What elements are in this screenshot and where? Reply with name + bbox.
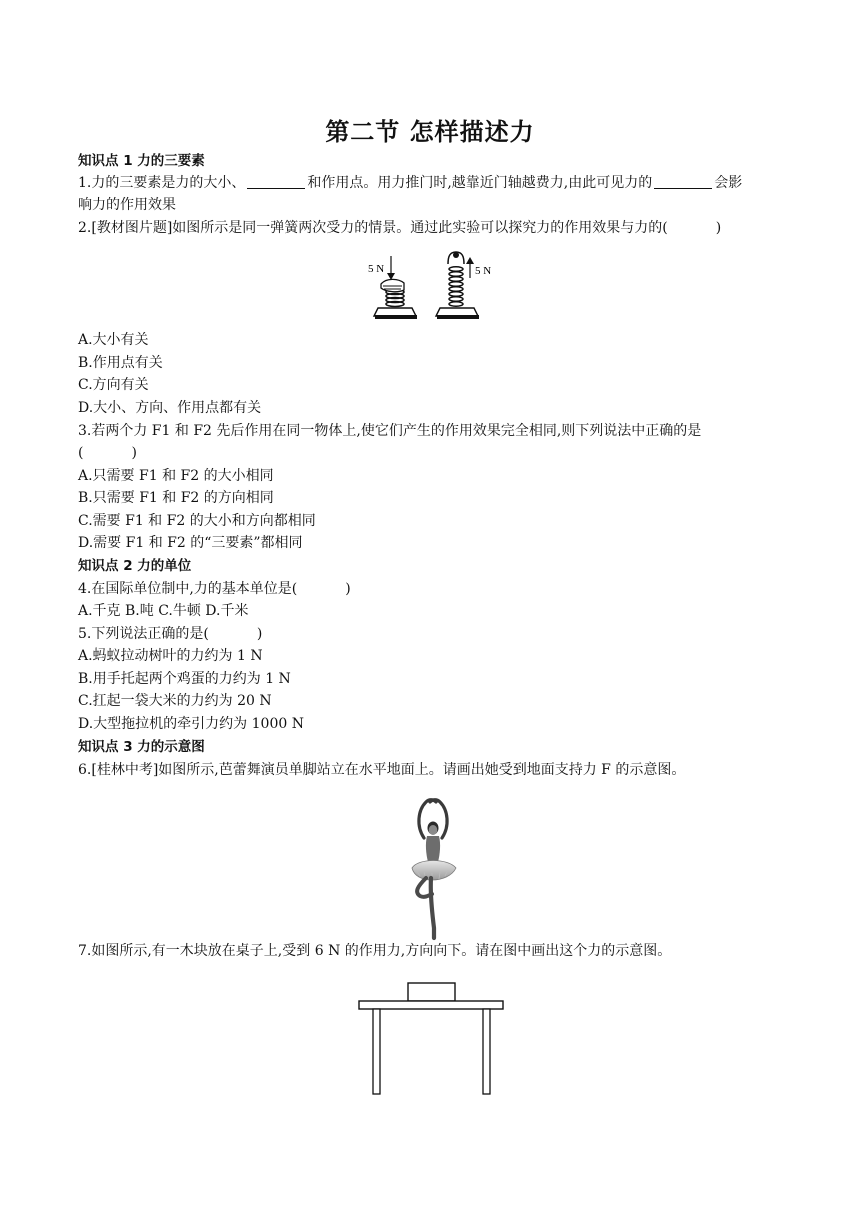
q1-text-c: 会影 bbox=[714, 175, 743, 191]
q4-stem-text: 4.在国际单位制中,力的基本单位是( bbox=[78, 581, 298, 597]
base-plate-left bbox=[374, 308, 416, 316]
base-plate-right bbox=[436, 308, 478, 316]
q2-option-b[interactable]: B.作用点有关 bbox=[78, 355, 163, 371]
section-heading-2: 知识点 2 力的单位 bbox=[78, 558, 192, 574]
q5-option-c[interactable]: C.扛起一袋大米的力约为 20 N bbox=[78, 693, 272, 709]
q3-paren-open: ( bbox=[78, 445, 84, 461]
q2-option-c[interactable]: C.方向有关 bbox=[78, 377, 149, 393]
ballerina-figure bbox=[398, 796, 468, 940]
q5-option-b[interactable]: B.用手托起两个鸡蛋的力约为 1 N bbox=[78, 671, 291, 687]
q1-blank-2[interactable] bbox=[654, 174, 712, 189]
q1-text-a: 1.力的三要素是力的大小、 bbox=[78, 175, 246, 191]
table-leg-left bbox=[373, 1009, 380, 1094]
q2-option-a[interactable]: A.大小有关 bbox=[78, 332, 149, 348]
question-1-line-1 bbox=[78, 173, 742, 193]
q3-option-d[interactable]: D.需要 F1 和 F2 的“三要素”都相同 bbox=[78, 535, 303, 551]
question-7-stem: 7.如图所示,有一木块放在桌子上,受到 6 N 的作用力,方向向下。请在图中画出这个力的示意图。 bbox=[78, 943, 672, 959]
q5-option-a[interactable]: A.蚂蚁拉动树叶的力约为 1 N bbox=[78, 648, 263, 664]
q3-option-c[interactable]: C.需要 F1 和 F2 的大小和方向都相同 bbox=[78, 513, 316, 529]
question-1-line-2: 响力的作用效果 bbox=[78, 197, 176, 213]
section-heading-1: 知识点 1 力的三要素 bbox=[78, 153, 205, 169]
q2-stem-text: 2.[教材图片题]如图所示是同一弹簧两次受力的情景。通过此实验可以探究力的作用效果与力的( bbox=[78, 220, 668, 236]
wooden-block bbox=[408, 983, 455, 1001]
q4-options[interactable]: A.千克 B.吨 C.牛顿 D.千米 bbox=[78, 603, 249, 619]
q2-paren-close: ) bbox=[715, 220, 722, 236]
q1-blank-1[interactable] bbox=[247, 174, 305, 189]
table-leg-right bbox=[483, 1009, 490, 1094]
question-2-stem bbox=[78, 218, 721, 238]
spring-compressed bbox=[368, 256, 417, 319]
table-block-figure bbox=[356, 980, 508, 1098]
q3-paren-close: ) bbox=[131, 445, 137, 461]
question-5-stem bbox=[78, 624, 262, 644]
arrow-up-icon bbox=[466, 257, 474, 264]
force-label-right: 5 N bbox=[475, 265, 492, 277]
spring-figure bbox=[364, 248, 492, 326]
q5-paren-close: ) bbox=[256, 626, 263, 642]
q5-stem-text: 5.下列说法正确的是( bbox=[78, 626, 209, 642]
force-label-left: 5 N bbox=[368, 263, 385, 275]
question-4-stem bbox=[78, 579, 351, 599]
q3-option-b[interactable]: B.只需要 F1 和 F2 的方向相同 bbox=[78, 490, 274, 506]
question-3-paren bbox=[78, 443, 137, 463]
table-top bbox=[359, 1001, 503, 1009]
page-title: 第二节 怎样描述力 bbox=[325, 118, 535, 146]
question-3-stem: 3.若两个力 F1 和 F2 先后作用在同一物体上,使它们产生的作用效果完全相同,则下列说法中正确的是 bbox=[78, 423, 702, 439]
q2-option-d[interactable]: D.大小、方向、作用点都有关 bbox=[78, 400, 262, 416]
spring-stretched bbox=[436, 252, 491, 319]
q1-text-b: 和作用点。用力推门时,越靠近门轴越费力,由此可见力的 bbox=[307, 175, 653, 191]
q3-option-a[interactable]: A.只需要 F1 和 F2 的大小相同 bbox=[78, 468, 274, 484]
question-6-stem: 6.[桂林中考]如图所示,芭蕾舞演员单脚站立在水平地面上。请画出她受到地面支持力 F 的示意图。 bbox=[78, 762, 686, 778]
q4-paren-close: ) bbox=[345, 581, 351, 597]
section-heading-3: 知识点 3 力的示意图 bbox=[78, 739, 205, 755]
q5-option-d[interactable]: D.大型拖拉机的牵引力约为 1000 N bbox=[78, 716, 304, 732]
